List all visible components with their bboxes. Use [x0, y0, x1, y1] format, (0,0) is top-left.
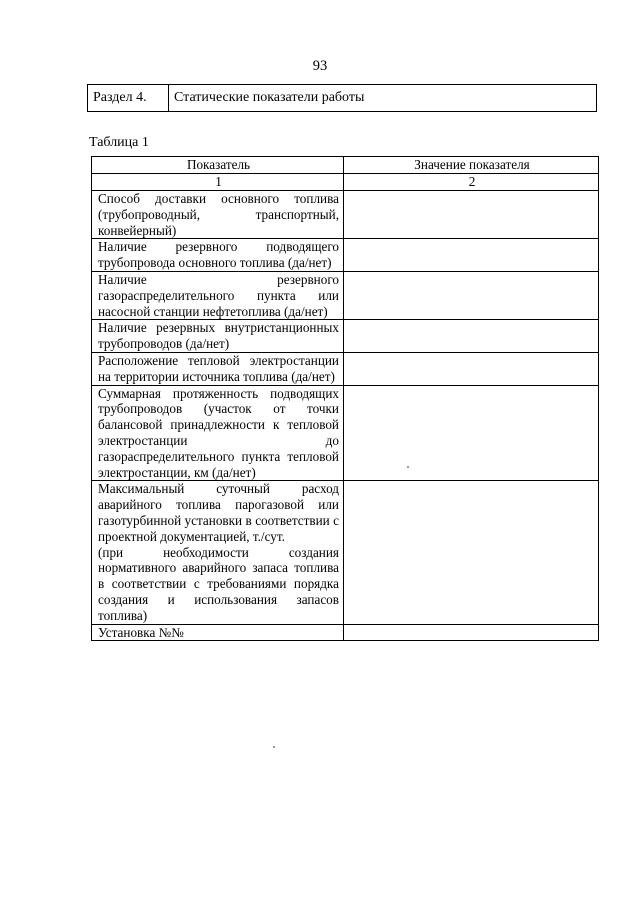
indicator-text: Расположение тепловой электростанции на территории источника топлива (да/нет) — [98, 352, 339, 384]
table-row — [92, 239, 599, 272]
table-row — [92, 624, 599, 641]
indicators-table — [91, 156, 599, 641]
indicator-text: Способ доставки основного топлива (трубопроводный, транспортный, конвейерный) — [98, 191, 339, 238]
indicator-text: Наличие резервного подводящего трубопровода основного топлива (да/нет) — [98, 239, 339, 271]
section-header — [87, 84, 597, 112]
indicator-text: Установка №№ — [98, 624, 184, 640]
indicator-note: (при необходимости создания нормативного аварийного запаса топлива в соответствии с требованиями порядка создания и использования запасов топлива) — [98, 544, 339, 623]
table-header-row — [92, 157, 599, 174]
section-label: Раздел 4. — [88, 85, 169, 111]
value-cell — [344, 481, 599, 624]
value-cell — [344, 271, 599, 319]
value-cell — [344, 385, 599, 481]
value-cell — [344, 624, 599, 641]
section-title: Статические показатели работы — [174, 90, 365, 105]
table-row — [92, 320, 599, 353]
page-number: 93 — [312, 58, 328, 74]
table-caption: Таблица 1 — [89, 135, 149, 150]
header-value: Значение показателя — [344, 157, 599, 174]
table-row — [92, 271, 599, 319]
value-cell — [344, 352, 599, 385]
indicator-text: Максимальный суточный расход аварийного топлива парогазовой или газотурбинной установки в соответствии с проектной документацией, т./сут. — [98, 481, 339, 544]
scan-speck — [407, 466, 409, 468]
table-row — [92, 191, 599, 239]
column-number-1: 1 — [92, 174, 344, 191]
table-row — [92, 352, 599, 385]
scan-speck — [273, 746, 275, 748]
table-row — [92, 481, 599, 624]
value-cell — [344, 239, 599, 272]
column-number-2: 2 — [344, 174, 599, 191]
column-number-row — [92, 174, 599, 191]
indicator-text: Суммарная протяженность подводящих трубопроводов (участок от точки балансовой принадлежности к тепловой электростанции до газораспределительного пункта тепловой электростанции, км (да/нет) — [98, 385, 339, 480]
value-cell — [344, 320, 599, 353]
indicator-text: Наличие резервного газораспределительного пункта или насосной станции нефтетоплива (да/нет) — [98, 271, 339, 319]
table-row — [92, 385, 599, 481]
indicator-text: Наличие резервных внутристанционных трубопроводов (да/нет) — [98, 320, 339, 352]
value-cell — [344, 191, 599, 239]
header-indicator: Показатель — [92, 157, 344, 174]
